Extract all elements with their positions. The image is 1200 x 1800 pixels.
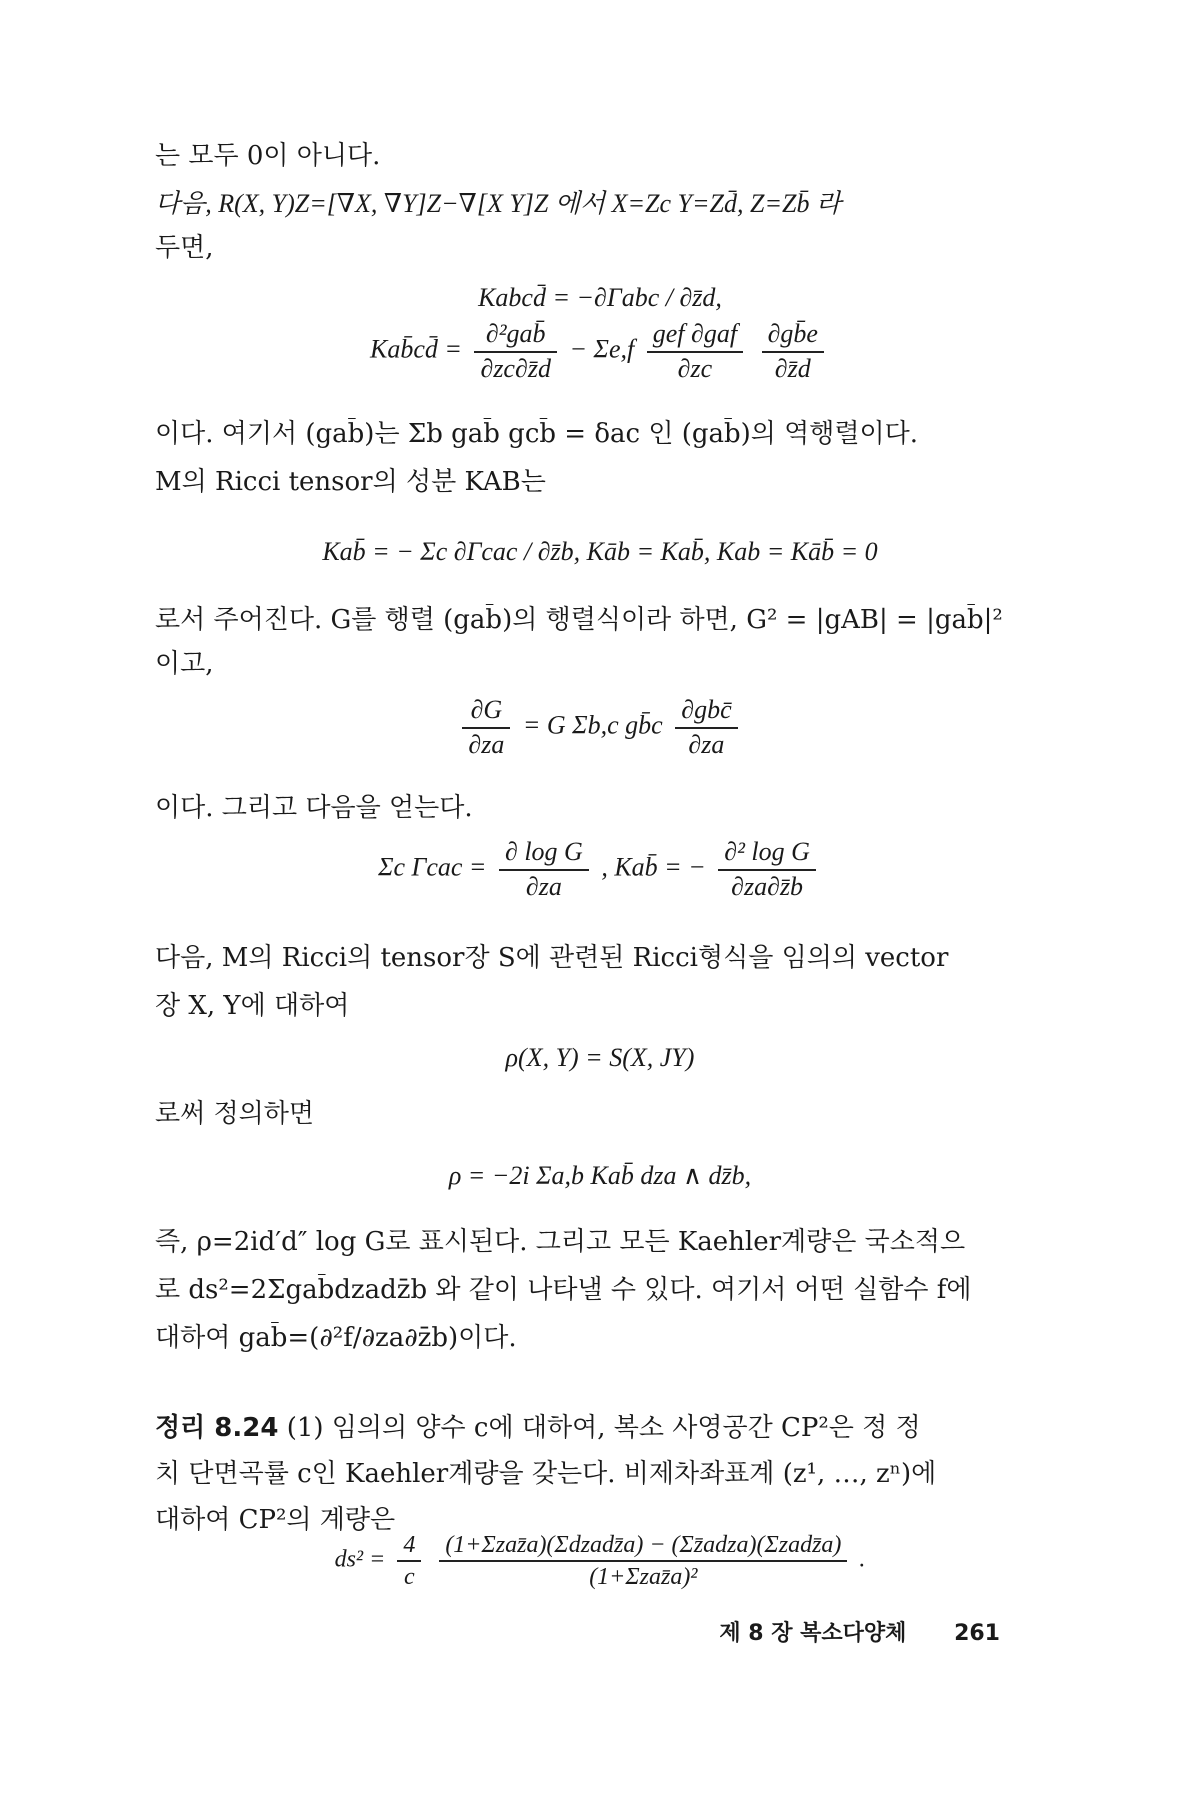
text-line: 두면, (155, 233, 214, 263)
fraction (474, 318, 556, 385)
text-line: 즉, ρ=2id′d″ log G로 표시된다. 그리고 모든 Kaehler계량은 국소적으 (155, 1227, 966, 1257)
equation-2 (0, 318, 1200, 385)
eq5-mid: , Kab̄ = − (601, 852, 706, 882)
equation-6: ρ(X, Y) = S(X, JY) (505, 1043, 695, 1072)
equation-3: Kab̄ = − Σc ∂Γcac / ∂z̄b, Kāb = Kab̄, Kab = Kāb̄ = 0 (322, 537, 878, 566)
page-footer (719, 1620, 1000, 1648)
fraction (675, 694, 737, 761)
eq4-mid: = G Σb,c gb̄c (522, 710, 663, 740)
denominator: ∂zc (677, 353, 713, 383)
text-line: 는 모두 0이 아니다. (155, 141, 381, 171)
denominator: ∂za (468, 729, 505, 759)
eq8-left: ds² = (334, 1546, 386, 1573)
denominator: ∂za∂z̄b (731, 871, 804, 901)
eq8-end: . (859, 1546, 866, 1573)
numerator: ∂²gab̄ (474, 318, 556, 353)
numerator: ∂gbc̄ (675, 694, 737, 729)
denominator: (1+Σzaz̄a)² (589, 1564, 698, 1590)
fraction (718, 836, 816, 903)
equation-7: ρ = −2i Σa,b Kab̄ dza ∧ dz̄b, (448, 1161, 752, 1190)
fraction (397, 1530, 421, 1592)
theorem-label: 정리 8.24 (155, 1413, 279, 1443)
text-line: 로 ds²=2Σgab̄dzadz̄b 와 같이 나타낼 수 있다. 여기서 어떤 실함수 f에 (155, 1275, 972, 1305)
fraction (462, 694, 510, 761)
equation-5 (0, 836, 1200, 903)
denominator: c (403, 1564, 415, 1590)
fraction (499, 836, 589, 903)
page-number: 261 (954, 1621, 1000, 1646)
equation-8 (0, 1530, 1200, 1592)
text-line: 다음, M의 Ricci의 tensor장 S에 관련된 Ricci형식을 임의의 vector (155, 943, 949, 973)
text-line: 다음, R(X, Y)Z=[∇X, ∇Y]Z−∇[X Y]Z 에서 X=Zc Y=Zd̄, Z=Zb̄ 라 (155, 189, 842, 218)
numerator: (1+Σzaz̄a)(Σdzadz̄a) − (Σz̄adza)(Σzadz̄a) (439, 1530, 847, 1562)
numerator: gef ∂gaf (647, 318, 743, 353)
text-line: 이다. 여기서 (gab̄)는 Σb gab̄ gcb̄ = δac 인 (gab̄)의 역행렬이다. (155, 419, 918, 449)
eq2-left: Kab̄cd̄ = (370, 334, 462, 364)
chapter-title: 제 8 장 복소다양체 (719, 1621, 907, 1646)
theorem-line (155, 1412, 1020, 1445)
text-line: 대하여 CP²의 계량은 (155, 1505, 396, 1535)
text-line: 장 X, Y에 대하여 (155, 991, 350, 1021)
text-line: 이다. 그리고 다음을 얻는다. (155, 793, 473, 823)
text-line: 대하여 gab̄=(∂²f/∂za∂z̄b)이다. (155, 1323, 517, 1353)
theorem-text: (1) 임의의 양수 c에 대하여, 복소 사영공간 CP²은 정 정 (278, 1413, 921, 1443)
text-line: 치 단면곡률 c인 Kaehler계량을 갖는다. 비제차좌표계 (z¹, …, zⁿ)에 (155, 1459, 937, 1489)
fraction (762, 318, 824, 385)
text-line: M의 Ricci tensor의 성분 KAB는 (155, 467, 546, 497)
equation-1: Kabcd̄ = −∂Γabc / ∂z̄d, (478, 283, 722, 312)
text-line: 이고, (155, 649, 214, 679)
text-line: 로써 정의하면 (155, 1099, 314, 1129)
eq2-mid: − Σe,f (569, 334, 635, 364)
denominator: ∂za (525, 871, 562, 901)
eq5-left: Σc Γcac = (378, 852, 487, 882)
fraction (439, 1530, 847, 1592)
equation-4 (0, 694, 1200, 761)
text-line: 로서 주어진다. G를 행렬 (gab̄)의 행렬식이라 하면, G² = |gAB| = |gab̄|² (155, 605, 1003, 635)
fraction (647, 318, 743, 385)
numerator: ∂ log G (499, 836, 589, 871)
numerator: ∂gb̄e (762, 318, 824, 353)
denominator: ∂z̄d (774, 353, 811, 383)
numerator: ∂² log G (718, 836, 816, 871)
denominator: ∂zc∂z̄d (480, 353, 551, 383)
numerator: ∂G (462, 694, 510, 729)
denominator: ∂za (688, 729, 725, 759)
numerator: 4 (397, 1530, 421, 1562)
